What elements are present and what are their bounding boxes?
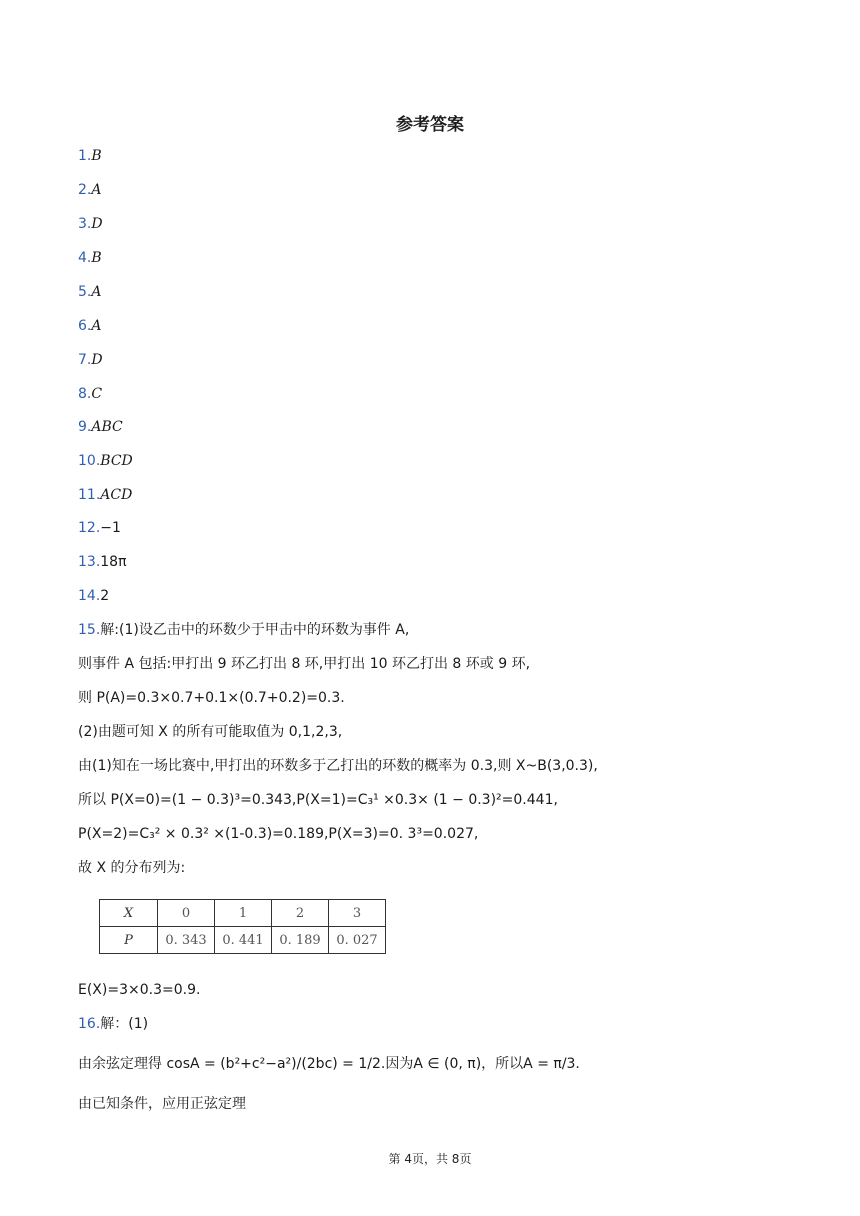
table-cell: 0. 441 [215,927,272,954]
q15-expectation: E(X)=3×0.3=0.9. [78,982,201,998]
q15-line-7: P(X=2)=C₃² × 0.3² ×(1-0.3)=0.189,P(X=3)=0. 3³=0.027, [78,826,479,842]
answer-item: 6.A [78,318,102,334]
distribution-table [99,899,386,954]
table-cell: 0 [158,900,215,927]
q15-line-6: 所以 P(X=0)=(1 − 0.3)³=0.343,P(X=1)=C₃¹ ×0.3× (1 − 0.3)²=0.441, [78,792,558,808]
table-row [100,927,386,954]
answer-item: 14.2 [78,588,110,604]
q15-line-8: 故 X 的分布列为: [78,860,186,876]
table-row [100,900,386,927]
table-cell: 3 [329,900,386,927]
answer-item: 10.BCD [78,453,133,469]
table-header-x: X [100,900,158,927]
table-cell: 0. 027 [329,927,386,954]
q15-line-4: (2)由题可知 X 的所有可能取值为 0,1,2,3, [78,724,343,740]
table-header-p: P [100,927,158,954]
q15-line-1: 15.解:(1)设乙击中的环数少于甲击中的环数为事件 A, [78,622,410,638]
table-cell: 0. 343 [158,927,215,954]
q15-line-3: 则 P(A)=0.3×0.7+0.1×(0.7+0.2)=0.3. [78,690,345,706]
answer-item: 9.ABC [78,419,123,435]
table-cell: 1 [215,900,272,927]
answer-item: 12.−1 [78,520,121,536]
answer-item: 2.A [78,182,102,198]
answer-item: 8.C [78,386,103,402]
answer-item: 5.A [78,284,102,300]
answer-item: 1.B [78,148,102,164]
q15-line-2: 则事件 A 包括:甲打出 9 环乙打出 8 环,甲打出 10 环乙打出 8 环或 9 环, [78,656,531,672]
answer-item: 4.B [78,250,102,266]
q16-line-2: 由余弦定理得 cosA = (b²+c²−a²)/(2bc) = 1/2.因为A ∈ (0, π)，所以A = π/3. [78,1056,580,1072]
table-cell: 2 [272,900,329,927]
q16-line-1: 16.解：(1) [78,1016,149,1032]
answer-item: 11.ACD [78,487,133,503]
page-title: 参考答案 [396,115,464,135]
answer-item: 3.D [78,216,103,232]
answer-item: 7.D [78,352,103,368]
q16-line-3: 由已知条件，应用正弦定理 [78,1096,246,1112]
page-footer: 第 4页，共 8页 [388,1152,472,1166]
q15-line-5: 由(1)知在一场比赛中,甲打出的环数多于乙打出的环数的概率为 0.3,则 X~B(3,0.3), [78,758,598,774]
answer-item: 13.18π [78,554,127,570]
table-cell: 0. 189 [272,927,329,954]
